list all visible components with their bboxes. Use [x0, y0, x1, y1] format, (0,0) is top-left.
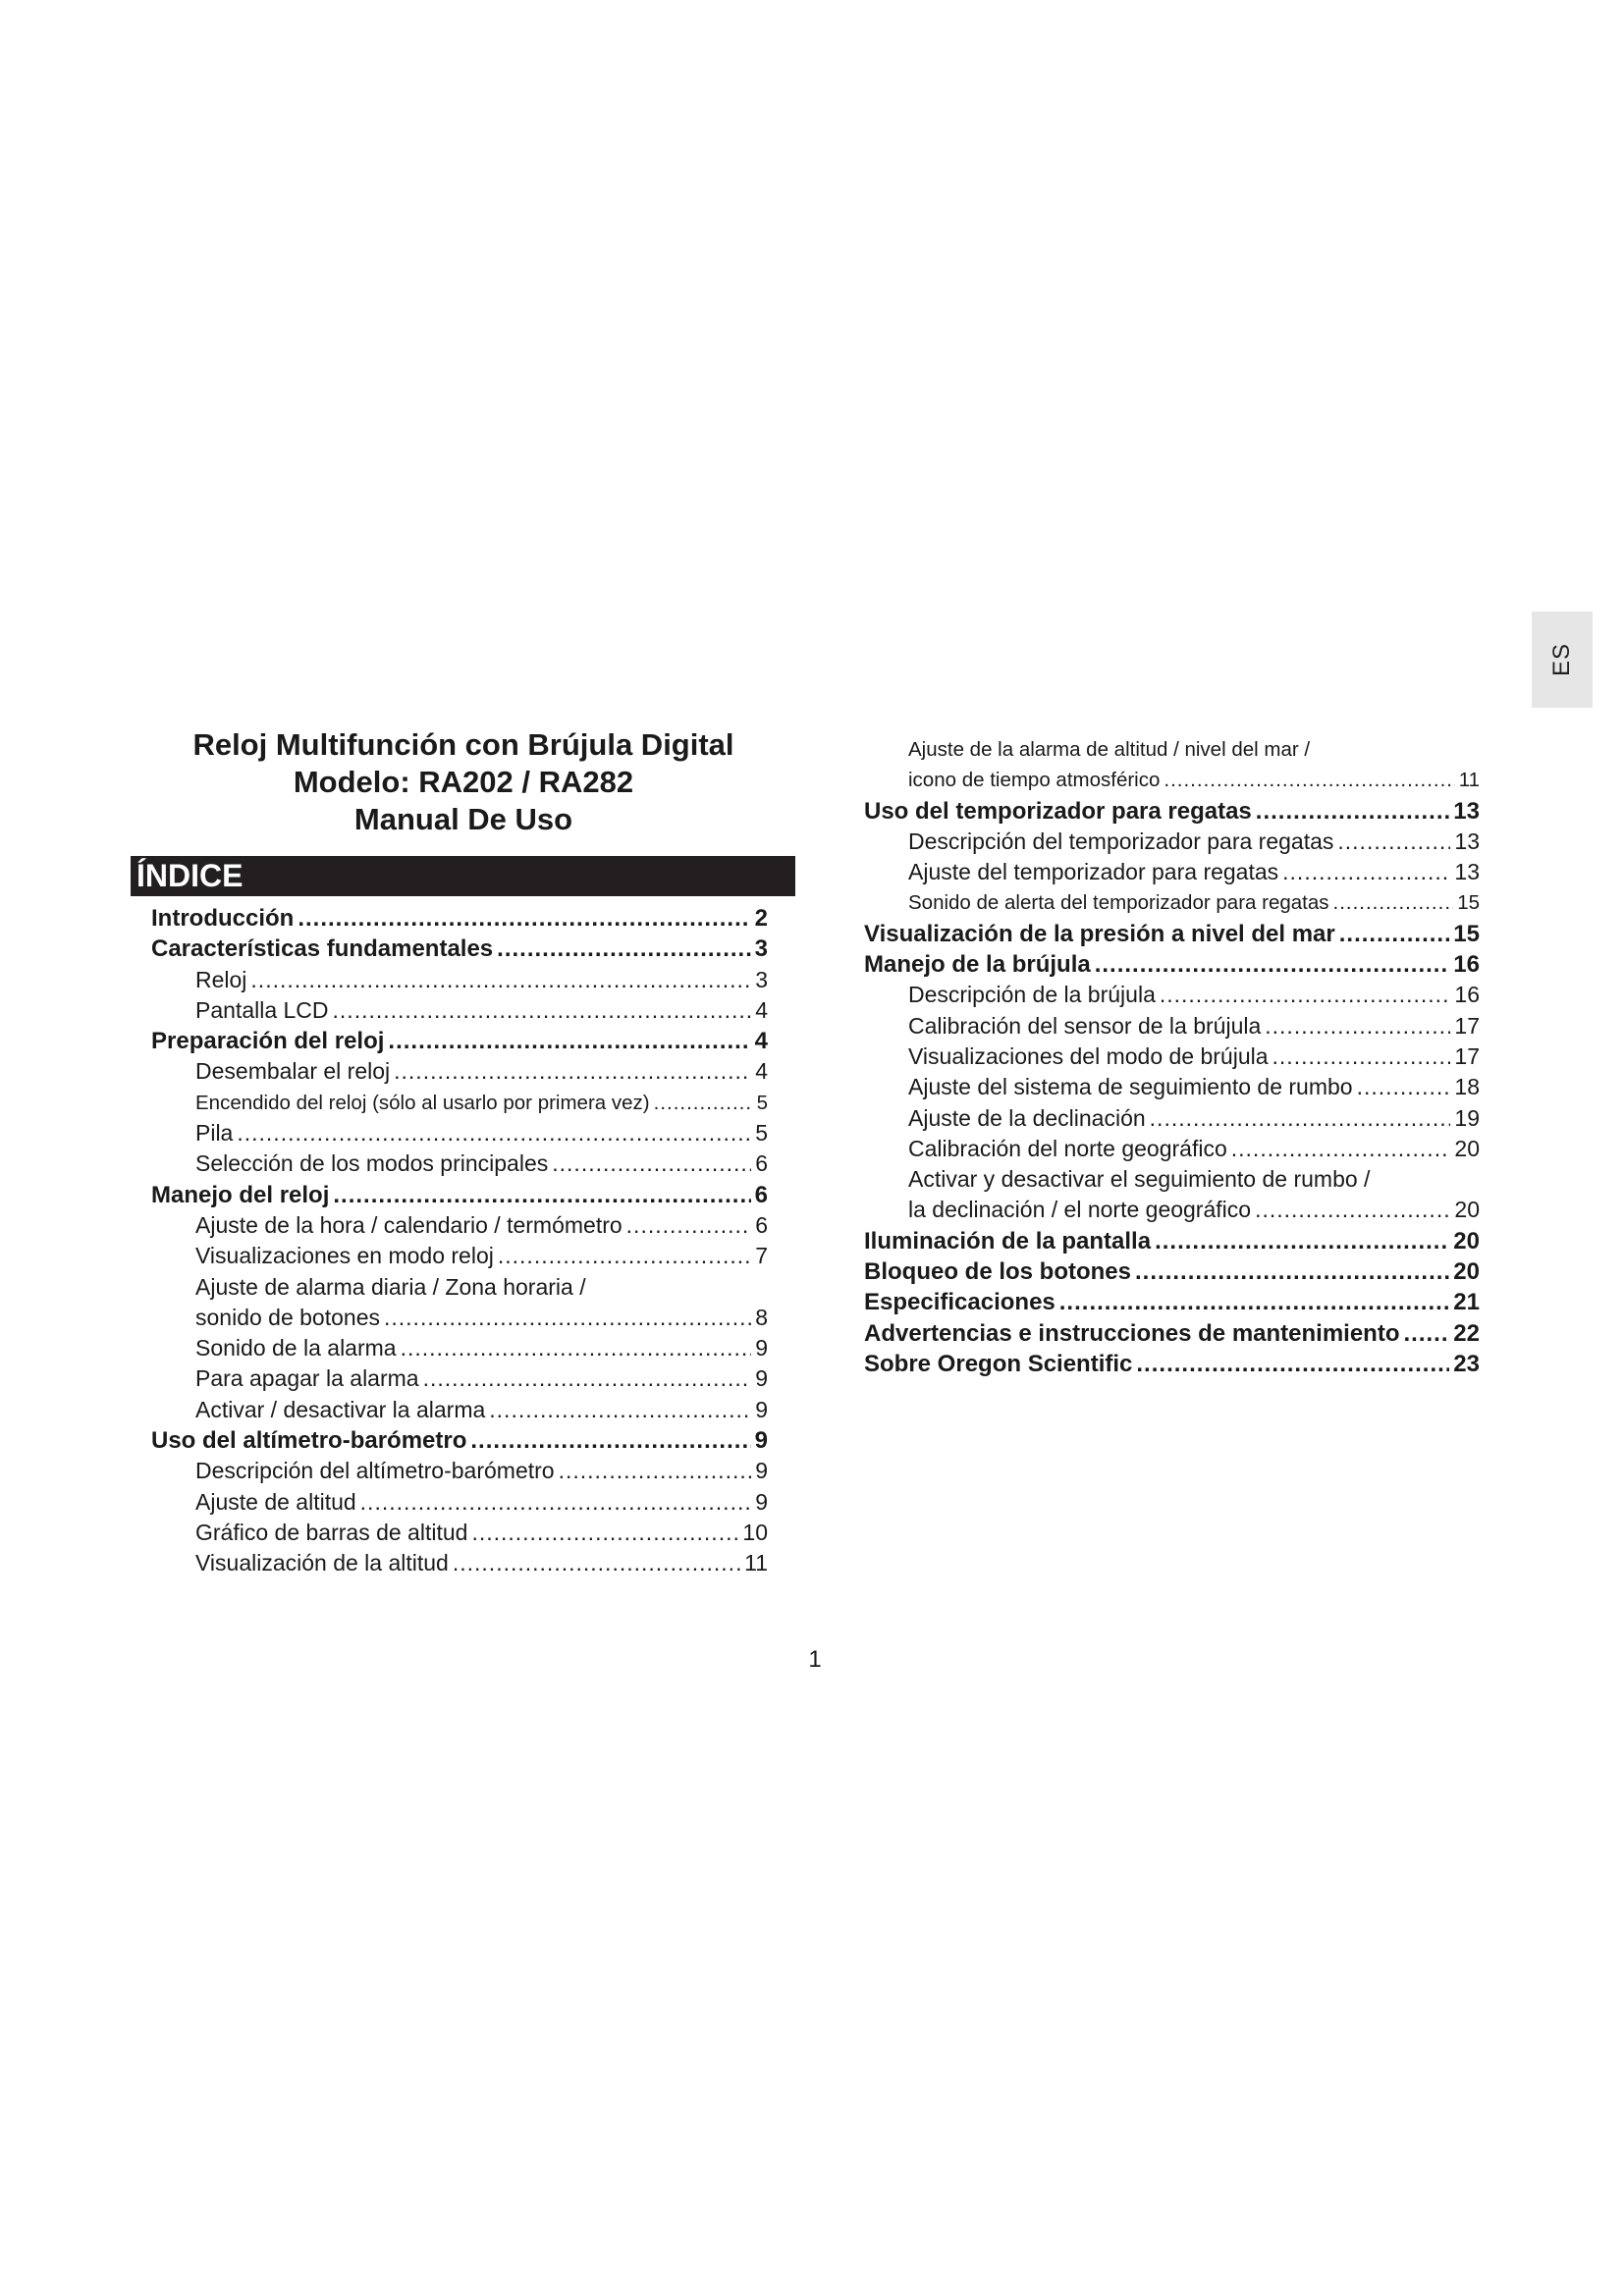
- toc-entry: [864, 1011, 1480, 1041]
- toc-entry-title: Ajuste de alarma diaria / Zona horaria /: [195, 1273, 586, 1300]
- toc-dot-leader: [1095, 949, 1450, 980]
- toc-dot-leader: [1339, 919, 1450, 949]
- page-number: 1: [808, 1646, 822, 1673]
- toc-entry: [151, 965, 768, 995]
- toc-dot-leader: [552, 1148, 751, 1179]
- toc-entry-title: icono de tiempo atmosférico: [908, 769, 1161, 792]
- toc-entry-page: 6: [755, 1211, 768, 1238]
- toc-dot-leader: [626, 1210, 752, 1241]
- toc-entry: [864, 887, 1480, 918]
- toc-entry: [864, 1041, 1480, 1072]
- toc-entry-page: 9: [754, 1427, 768, 1455]
- toc-entry: [864, 1134, 1480, 1164]
- toc-entry: [151, 1303, 768, 1333]
- toc-entry-title: Ajuste de la declinación: [908, 1104, 1146, 1131]
- toc-entry-title: Gráfico de barras de altitud: [195, 1519, 468, 1545]
- toc-entry: [151, 1056, 768, 1087]
- toc-entry-title: Descripción del altímetro-barómetro: [195, 1458, 555, 1484]
- toc-entry: [151, 1088, 768, 1118]
- toc-dot-leader: [1164, 765, 1454, 795]
- toc-dot-leader: [559, 1456, 752, 1486]
- toc-dot-leader: [1256, 796, 1450, 827]
- toc-entry: [864, 765, 1480, 795]
- toc-entry: [864, 857, 1480, 887]
- toc-entry: [151, 903, 768, 934]
- toc-entry-title: Manejo del reloj: [151, 1181, 330, 1208]
- toc-entry: [864, 796, 1480, 827]
- toc-entry-page: 16: [1454, 982, 1480, 1008]
- toc-dot-leader: [401, 1333, 752, 1363]
- toc-entry: [864, 1195, 1480, 1225]
- toc-entry-title: Preparación del reloj: [151, 1028, 385, 1055]
- toc-dot-leader: [1272, 1041, 1451, 1072]
- toc-entry: [151, 1333, 768, 1363]
- toc-entry: [151, 1548, 768, 1578]
- toc-dot-leader: [1136, 1349, 1449, 1379]
- toc-entry-title: Desembalar el reloj: [195, 1058, 391, 1085]
- toc-dot-leader: [1337, 827, 1450, 857]
- toc-entry-title: Reloj: [195, 966, 247, 992]
- toc-dot-leader: [654, 1088, 753, 1118]
- toc-entry: [151, 1241, 768, 1271]
- toc-left-column: [151, 903, 768, 1579]
- toc-dot-leader: [470, 1425, 750, 1456]
- language-tab: [1532, 612, 1593, 708]
- toc-entry: [151, 995, 768, 1026]
- toc-entry-title: Características fundamentales: [151, 935, 494, 963]
- title-line-3: Manual De Uso: [353, 802, 573, 836]
- toc-entry-title: Visualizaciones del modo de brújula: [908, 1042, 1269, 1069]
- toc-entry-page: 21: [1453, 1289, 1480, 1316]
- toc-entry: [151, 1395, 768, 1425]
- toc-dot-leader: [237, 1118, 751, 1148]
- toc-entry-title: Uso del temporizador para regatas: [864, 797, 1252, 825]
- toc-dot-leader: [1155, 1226, 1449, 1256]
- toc-dot-leader: [333, 1180, 750, 1210]
- toc-dot-leader: [1404, 1318, 1450, 1349]
- toc-entry-title: Selección de los modos principales: [195, 1150, 549, 1177]
- toc-dot-leader: [333, 995, 752, 1026]
- toc-dot-leader: [1357, 1072, 1451, 1102]
- toc-entry-title: Activar / desactivar la alarma: [195, 1396, 486, 1422]
- toc-entry-page: 17: [1454, 1012, 1480, 1039]
- toc-dot-leader: [360, 1487, 752, 1518]
- toc-entry: [864, 1103, 1480, 1134]
- toc-dot-leader: [1265, 1011, 1450, 1041]
- toc-dot-leader: [1059, 1287, 1450, 1317]
- toc-entry-page: 9: [755, 1396, 768, 1422]
- toc-dot-leader: [453, 1548, 740, 1578]
- toc-entry: [151, 1272, 768, 1303]
- toc-entry: [151, 1180, 768, 1210]
- toc-entry-page: 15: [1453, 920, 1480, 947]
- toc-entry-page: 6: [755, 1150, 768, 1177]
- toc-entry-title: Para apagar la alarma: [195, 1365, 419, 1392]
- toc-entry-title: Visualizaciones en modo reloj: [195, 1243, 494, 1269]
- toc-entry: [864, 1349, 1480, 1379]
- toc-dot-leader: [1135, 1256, 1449, 1287]
- toc-entry-page: 18: [1454, 1074, 1480, 1100]
- toc-entry: [151, 1026, 768, 1056]
- toc-dot-leader: [489, 1395, 751, 1425]
- toc-entry: [151, 1425, 768, 1456]
- toc-entry-title: Bloqueo de los botones: [864, 1258, 1132, 1286]
- toc-entry-page: 19: [1454, 1104, 1480, 1131]
- toc-entry-page: 5: [756, 1091, 768, 1114]
- toc-entry: [151, 1363, 768, 1394]
- toc-entry-page: 3: [755, 966, 768, 992]
- toc-entry-title: Ajuste de altitud: [195, 1488, 356, 1515]
- toc-entry: [151, 1118, 768, 1148]
- toc-entry-title: sonido de botones: [195, 1304, 380, 1330]
- toc-entry-page: 11: [1458, 769, 1480, 792]
- toc-entry: [151, 1456, 768, 1486]
- toc-entry-page: 20: [1453, 1227, 1480, 1255]
- toc-entry-page: 9: [755, 1488, 768, 1515]
- toc-entry: [864, 1256, 1480, 1287]
- toc-entry-page: 4: [755, 996, 768, 1023]
- toc-entry-page: 4: [755, 1058, 768, 1085]
- toc-entry-page: 23: [1453, 1350, 1480, 1377]
- toc-entry-title: Sonido de la alarma: [195, 1335, 397, 1362]
- toc-entry-title: Sonido de alerta del temporizador para regatas: [908, 891, 1329, 915]
- toc-dot-leader: [1282, 857, 1450, 887]
- toc-entry-title: Ajuste del sistema de seguimiento de rumbo: [908, 1074, 1353, 1100]
- toc-entry-page: 17: [1454, 1042, 1480, 1069]
- toc-entry: [864, 919, 1480, 949]
- toc-entry-page: 16: [1453, 951, 1480, 979]
- language-tab-label: ES: [1547, 642, 1575, 677]
- toc-entry-title: Advertencias e instrucciones de mantenimiento: [864, 1319, 1400, 1347]
- toc-entry: [864, 949, 1480, 980]
- toc-entry-page: 13: [1453, 797, 1480, 825]
- toc-entry-page: 20: [1453, 1258, 1480, 1286]
- toc-entry-page: 2: [754, 905, 768, 932]
- toc-entry-title: Introducción: [151, 905, 295, 932]
- toc-dot-leader: [250, 965, 751, 995]
- toc-entry: [151, 1148, 768, 1179]
- toc-entry-title: Iluminación de la pantalla: [864, 1227, 1152, 1255]
- toc-dot-leader: [388, 1026, 750, 1056]
- toc-entry-title: Ajuste de la alarma de altitud / nivel del mar /: [908, 738, 1311, 761]
- toc-entry-page: 5: [755, 1120, 768, 1147]
- toc-dot-leader: [1255, 1195, 1450, 1225]
- toc-entry: [151, 1518, 768, 1548]
- toc-dot-leader: [384, 1303, 751, 1333]
- toc-dot-leader: [1231, 1134, 1451, 1164]
- toc-entry: [864, 827, 1480, 857]
- toc-entry: [151, 934, 768, 964]
- toc-entry: [864, 1072, 1480, 1102]
- toc-entry-page: 15: [1457, 891, 1480, 915]
- toc-entry-title: la declinación / el norte geográfico: [908, 1197, 1252, 1223]
- toc-dot-leader: [1333, 887, 1454, 918]
- toc-dot-leader: [498, 1241, 751, 1271]
- toc-entry-title: Manejo de la brújula: [864, 951, 1091, 979]
- toc-entry-title: Calibración del norte geográfico: [908, 1135, 1227, 1161]
- toc-dot-leader: [298, 903, 750, 934]
- toc-entry-title: Descripción de la brújula: [908, 982, 1156, 1008]
- toc-entry-page: 10: [742, 1519, 768, 1545]
- toc-entry-page: 9: [755, 1365, 768, 1392]
- toc-entry-title: Especificaciones: [864, 1289, 1056, 1316]
- toc-dot-leader: [471, 1518, 738, 1548]
- toc-entry-page: 9: [755, 1335, 768, 1362]
- toc-entry-title: Visualización de la altitud: [195, 1550, 449, 1576]
- index-heading: ÍNDICE: [131, 856, 795, 896]
- toc-entry-page: 20: [1454, 1197, 1480, 1223]
- toc-entry: [151, 1210, 768, 1241]
- toc-entry: [864, 1318, 1480, 1349]
- toc-entry-title: Encendido del reloj (sólo al usarlo por primera vez): [195, 1091, 650, 1114]
- toc-dot-leader: [1150, 1103, 1451, 1134]
- toc-dot-leader: [394, 1056, 751, 1087]
- toc-entry-title: Ajuste del temporizador para regatas: [908, 859, 1279, 885]
- toc-entry-page: 11: [744, 1550, 768, 1576]
- toc-dot-leader: [1160, 980, 1451, 1010]
- toc-entry-title: Uso del altímetro-barómetro: [151, 1427, 467, 1455]
- title-line-1: Reloj Multifunción con Brújula Digital: [192, 727, 734, 762]
- toc-entry-page: 20: [1454, 1135, 1480, 1161]
- toc-entry-title: Ajuste de la hora / calendario / termómetro: [195, 1211, 623, 1238]
- manual-title: [131, 726, 796, 838]
- toc-entry: [864, 1164, 1480, 1195]
- toc-entry-page: 22: [1453, 1319, 1480, 1347]
- toc-entry-page: 8: [755, 1304, 768, 1330]
- toc-entry: [864, 1226, 1480, 1256]
- toc-entry-page: 4: [754, 1028, 768, 1055]
- toc-entry: [864, 980, 1480, 1010]
- toc-entry-page: 6: [754, 1181, 768, 1208]
- toc-entry-page: 7: [755, 1243, 768, 1269]
- toc-entry-title: Pila: [195, 1120, 234, 1147]
- toc-entry-page: 13: [1454, 859, 1480, 885]
- toc-dot-leader: [497, 934, 750, 964]
- toc-entry-page: 9: [755, 1458, 768, 1484]
- toc-entry-title: Descripción del temporizador para regatas: [908, 828, 1334, 854]
- toc-entry: [864, 1287, 1480, 1317]
- toc-entry-title: Sobre Oregon Scientific: [864, 1350, 1133, 1377]
- toc-entry-title: Visualización de la presión a nivel del mar: [864, 920, 1335, 947]
- toc-entry-title: Pantalla LCD: [195, 996, 329, 1023]
- toc-entry-page: 3: [754, 935, 768, 963]
- toc-entry-title: Calibración del sensor de la brújula: [908, 1012, 1262, 1039]
- toc-right-column: [864, 734, 1480, 1379]
- title-line-2: Modelo: RA202 / RA282: [293, 765, 634, 799]
- toc-entry-page: 13: [1454, 828, 1480, 854]
- toc-dot-leader: [423, 1363, 752, 1394]
- toc-entry: [864, 734, 1480, 765]
- toc-entry-title: Activar y desactivar el seguimiento de rumbo /: [908, 1166, 1371, 1193]
- toc-entry: [151, 1487, 768, 1518]
